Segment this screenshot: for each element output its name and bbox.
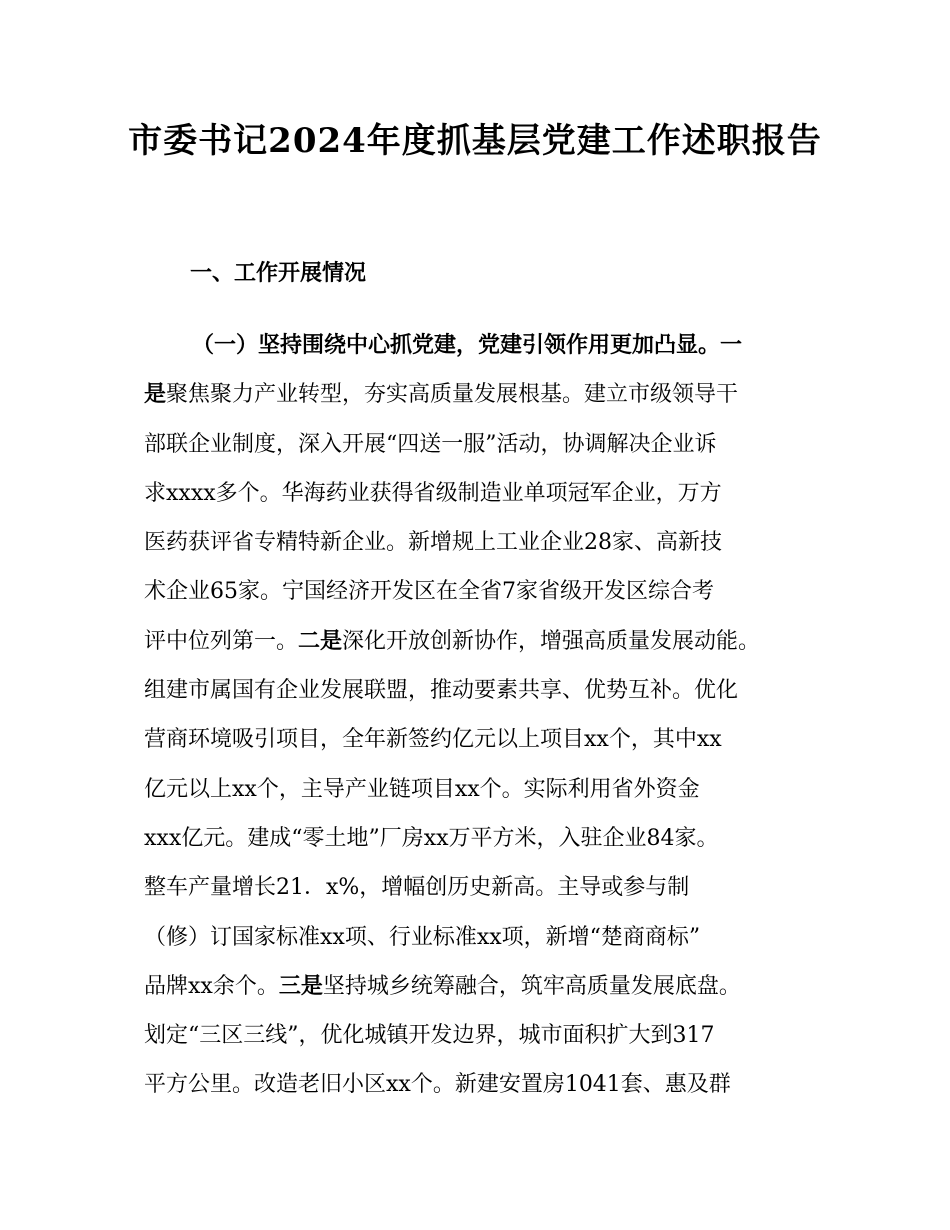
text-line [144, 518, 834, 567]
text-segment: 坚持城乡统筹融合，筑牢高质量发展底盘。 [322, 973, 741, 999]
text-line [144, 370, 834, 419]
text-line [144, 863, 834, 912]
text-segment: 组建市属国有企业发展联盟，推动要素共享、优势互补。优化 [144, 678, 739, 704]
text-line [144, 1011, 834, 1060]
bold-text-segment: 三是 [278, 973, 323, 999]
text-segment: 整车产量增长21．x%，增幅创历史新高。主导或参与制 [144, 875, 690, 901]
bold-text-segment: 是 [144, 382, 167, 408]
text-line [144, 962, 834, 1011]
text-segment: 评中位列第一。 [144, 628, 299, 654]
text-segment: 划定“三区三线”，优化城镇开发边界，城市面积扩大到317 [144, 1023, 715, 1049]
text-segment: xxx亿元。建成“零土地”厂房xx万平方米，入驻企业84家。 [144, 825, 719, 851]
section-heading: 一、工作开展情况 [190, 261, 367, 286]
text-segment: 平方公里。改造老旧小区xx个。新建安置房1041套、惠及群 [144, 1072, 731, 1098]
body-paragraph [144, 321, 834, 1110]
text-segment: 医药获评省专精特新企业。新增规上工业企业28家、高新技 [144, 530, 722, 556]
text-line [144, 814, 834, 863]
text-segment: 亿元以上xx个，主导产业链项目xx个。实际利用省外资金 [144, 776, 700, 802]
text-line [144, 420, 834, 469]
text-line [144, 765, 834, 814]
text-line [144, 617, 834, 666]
document-title: 市委书记2024年度抓基层党建工作述职报告 [128, 121, 822, 161]
text-line [144, 567, 834, 616]
text-line [144, 913, 834, 962]
text-segment: 深化开放创新协作，增强高质量发展动能。 [342, 628, 761, 654]
text-segment: 营商环境吸引项目，全年新签约亿元以上项目xx个，其中xx [144, 727, 722, 753]
text-segment: 术企业65家。宁国经济开发区在全省7家省级开发区综合考 [144, 579, 714, 605]
text-line [144, 469, 834, 518]
text-line [144, 1060, 834, 1109]
text-segment: 部联企业制度，深入开展“四送一服”活动，协调解决企业诉 [144, 431, 717, 457]
text-line [144, 715, 834, 764]
text-line [144, 666, 834, 715]
text-segment: 求xxxx多个。华海药业获得省级制造业单项冠军企业，万方 [144, 480, 722, 506]
bold-text-segment: 二是 [298, 628, 343, 654]
paragraph-lead: （一）坚持围绕中心抓党建，党建引领作用更加凸显。一 [192, 333, 743, 358]
text-segment: （修）订国家标准xx项、行业标准xx项，新增“楚商商标” [144, 924, 701, 950]
text-segment: 品牌xx余个。 [144, 973, 279, 999]
text-segment: 聚焦聚力产业转型，夯实高质量发展根基。建立市级领导干 [166, 382, 739, 408]
